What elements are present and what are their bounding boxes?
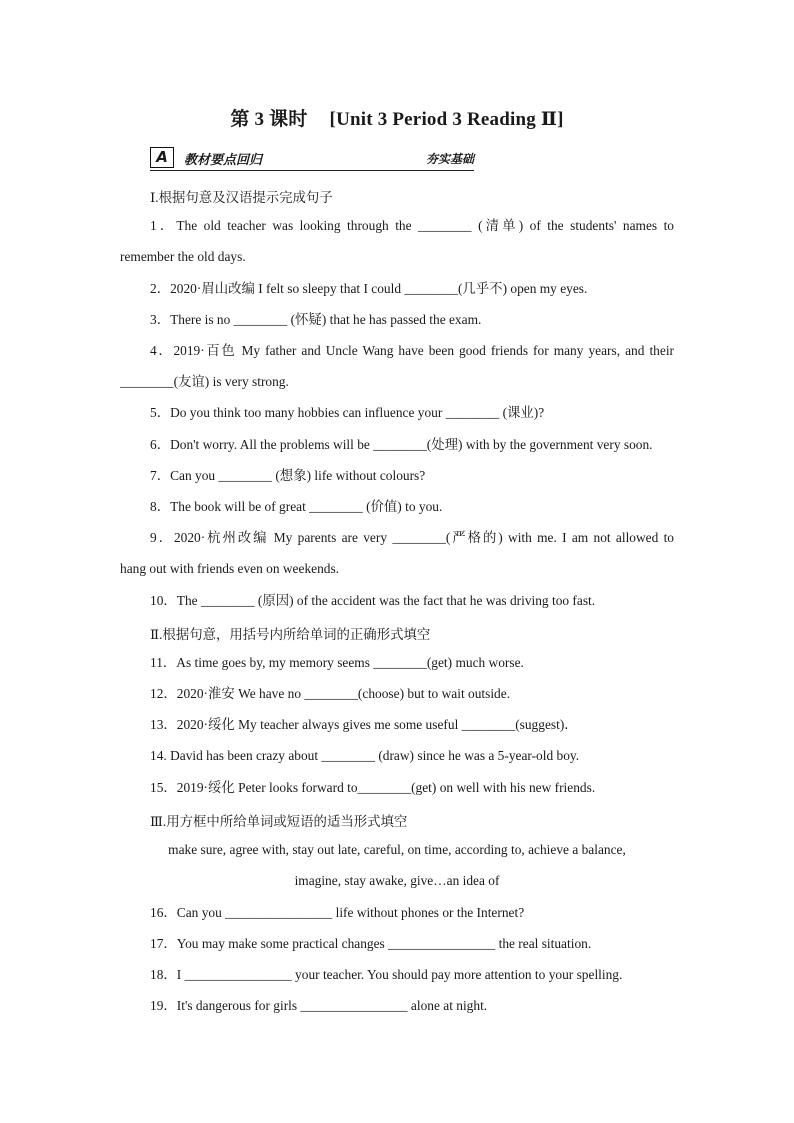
- question-line: 18．I ________________ your teacher. You should pay more attention to your spelling.: [150, 967, 623, 982]
- section-badge-icon: A: [150, 147, 174, 168]
- word-bank-line-1: make sure, agree with, stay out late, careful, on time, according to, achieve a balance,: [168, 842, 626, 857]
- question-line: 11．As time goes by, my memory seems ________(get) much worse.: [150, 655, 524, 670]
- question-line: ________(友谊) is very strong.: [120, 374, 289, 389]
- question-line: 14. David has been crazy about ________ (draw) since he was a 5-year-old boy.: [150, 748, 580, 763]
- question-line: 10．The ________ (原因) of the accident was the fact that he was driving too fast.: [150, 593, 596, 608]
- part3-heading: Ⅲ.用方框中所给单词或短语的适当形式填空: [150, 814, 408, 829]
- question-line: 4．2019·百色 My father and Uncle Wang have been good friends for many years, and their: [150, 343, 674, 358]
- question-line: 13．2020·绥化 My teacher always gives me some useful ________(suggest)．: [150, 717, 578, 732]
- question-line: 17．You may make some practical changes ________________ the real situation.: [150, 936, 592, 951]
- question-line: 8．The book will be of great ________ (价值) to you.: [150, 499, 443, 514]
- question-line: 9．2020·杭州改编 My parents are very ________(严格的) with me. I am not allowed to: [150, 530, 674, 545]
- title-english: [Unit 3 Period 3 Reading Ⅱ]: [329, 109, 564, 130]
- part2-heading: Ⅱ.根据句意，用括号内所给单词的正确形式填空: [150, 627, 431, 642]
- question-line: remember the old days.: [120, 249, 246, 264]
- question-line: hang out with friends even on weekends.: [120, 561, 340, 576]
- question-line: 6．Don't worry. All the problems will be ________(处理) with by the government very soon.: [150, 437, 653, 452]
- question-line: 5．Do you think too many hobbies can influence your ________ (课业)?: [150, 405, 545, 420]
- section-subtitle: 夯实基础: [425, 152, 474, 166]
- question-line: 12．2020·淮安 We have no ________(choose) but to wait outside.: [150, 686, 511, 701]
- section-header-bar: [150, 146, 474, 171]
- question-line: 19．It's dangerous for girls ________________ alone at night.: [150, 998, 488, 1013]
- section-title: 教材要点回归: [184, 153, 263, 168]
- question-line: 7．Can you ________ (想象) life without colours?: [150, 468, 426, 483]
- question-line: 1．The old teacher was looking through the ________ (清单) of the students' names to: [150, 218, 674, 233]
- part1-heading: Ⅰ.根据句意及汉语提示完成句子: [150, 190, 333, 205]
- question-line: 15．2019·绥化 Peter looks forward to________(get) on well with his new friends.: [150, 780, 596, 795]
- question-line: 16．Can you ________________ life without phones or the Internet?: [150, 905, 525, 920]
- word-bank-line-2: imagine, stay awake, give…an idea of: [294, 873, 500, 888]
- title-chinese: 第 3 课时: [230, 109, 308, 130]
- page-title: [0, 104, 794, 131]
- question-line: 2．2020·眉山改编 I felt so sleepy that I could ________(几乎不) open my eyes.: [150, 281, 588, 296]
- question-line: 3．There is no ________ (怀疑) that he has passed the exam.: [150, 312, 482, 327]
